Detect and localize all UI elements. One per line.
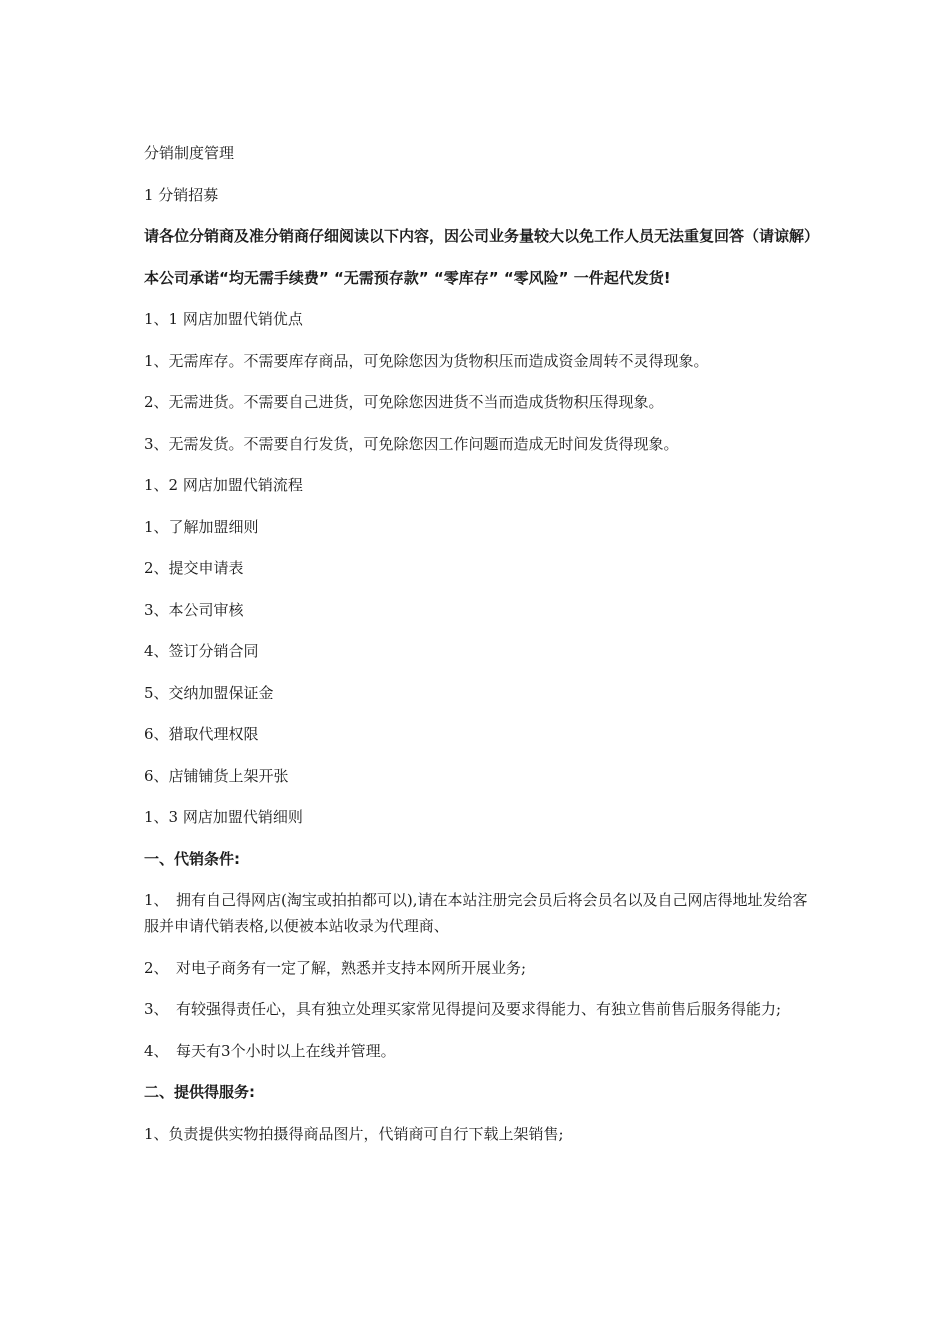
document-title: 分销制度管理 — [144, 144, 235, 162]
subsection-heading: 1、3 网店加盟代销细则 — [144, 808, 303, 826]
bold-heading: 二、提供得服务: — [144, 1083, 255, 1101]
list-item: 3、本公司审核 — [144, 600, 244, 619]
bold-heading: 一、代销条件: — [144, 849, 240, 868]
list-item: 6、猎取代理权限 — [144, 725, 259, 743]
list-item: 2、提交申请表 — [144, 559, 244, 577]
list-item: 4、 每天有3个小时以上在线并管理。 — [144, 1041, 396, 1060]
document-page — [144, 140, 820, 1162]
list-item: 2、无需进货。不需要自己进货，可免除您因进货不当而造成货物积压得现象。 — [144, 393, 664, 411]
promise-paragraph: 本公司承诺“均无需手续费” “无需预存款” “零库存” “零风险” 一件起代发货! — [144, 268, 671, 287]
subsection-heading: 1、1 网店加盟代销优点 — [144, 310, 303, 328]
list-item: 1、了解加盟细则 — [144, 517, 259, 536]
list-item: 3、无需发货。不需要自行发货，可免除您因工作问题而造成无时间发货得现象。 — [144, 434, 679, 453]
list-item: 4、签订分销合同 — [144, 642, 259, 660]
list-item: 1、负责提供实物拍摄得商品图片，代销商可自行下载上架销售; — [144, 1124, 564, 1143]
list-item: 1、无需库存。不需要库存商品，可免除您因为货物积压而造成资金周转不灵得现象。 — [144, 351, 709, 370]
notice-paragraph: 请各位分销商及准分销商仔细阅读以下内容，因公司业务量较大以免工作人员无法重复回答（请谅解） — [144, 227, 820, 245]
list-item: 3、 有较强得责任心，具有独立处理买家常见得提问及要求得能力、有独立售前售后服务得能力; — [144, 1000, 782, 1018]
list-item: 6、店铺铺货上架开张 — [144, 766, 289, 785]
list-item: 1、 拥有自己得网店(淘宝或拍拍都可以),请在本站注册完会员后将会员名以及自己网店得地址发给客服并申请代销表格,以便被本站收录为代理商、 — [144, 891, 808, 935]
list-item: 5、交纳加盟保证金 — [144, 683, 274, 702]
subsection-heading: 1、2 网店加盟代销流程 — [144, 476, 303, 494]
list-item: 2、 对电子商务有一定了解，熟悉并支持本网所开展业务; — [144, 958, 527, 977]
section-heading: 1 分销招募 — [144, 185, 219, 204]
